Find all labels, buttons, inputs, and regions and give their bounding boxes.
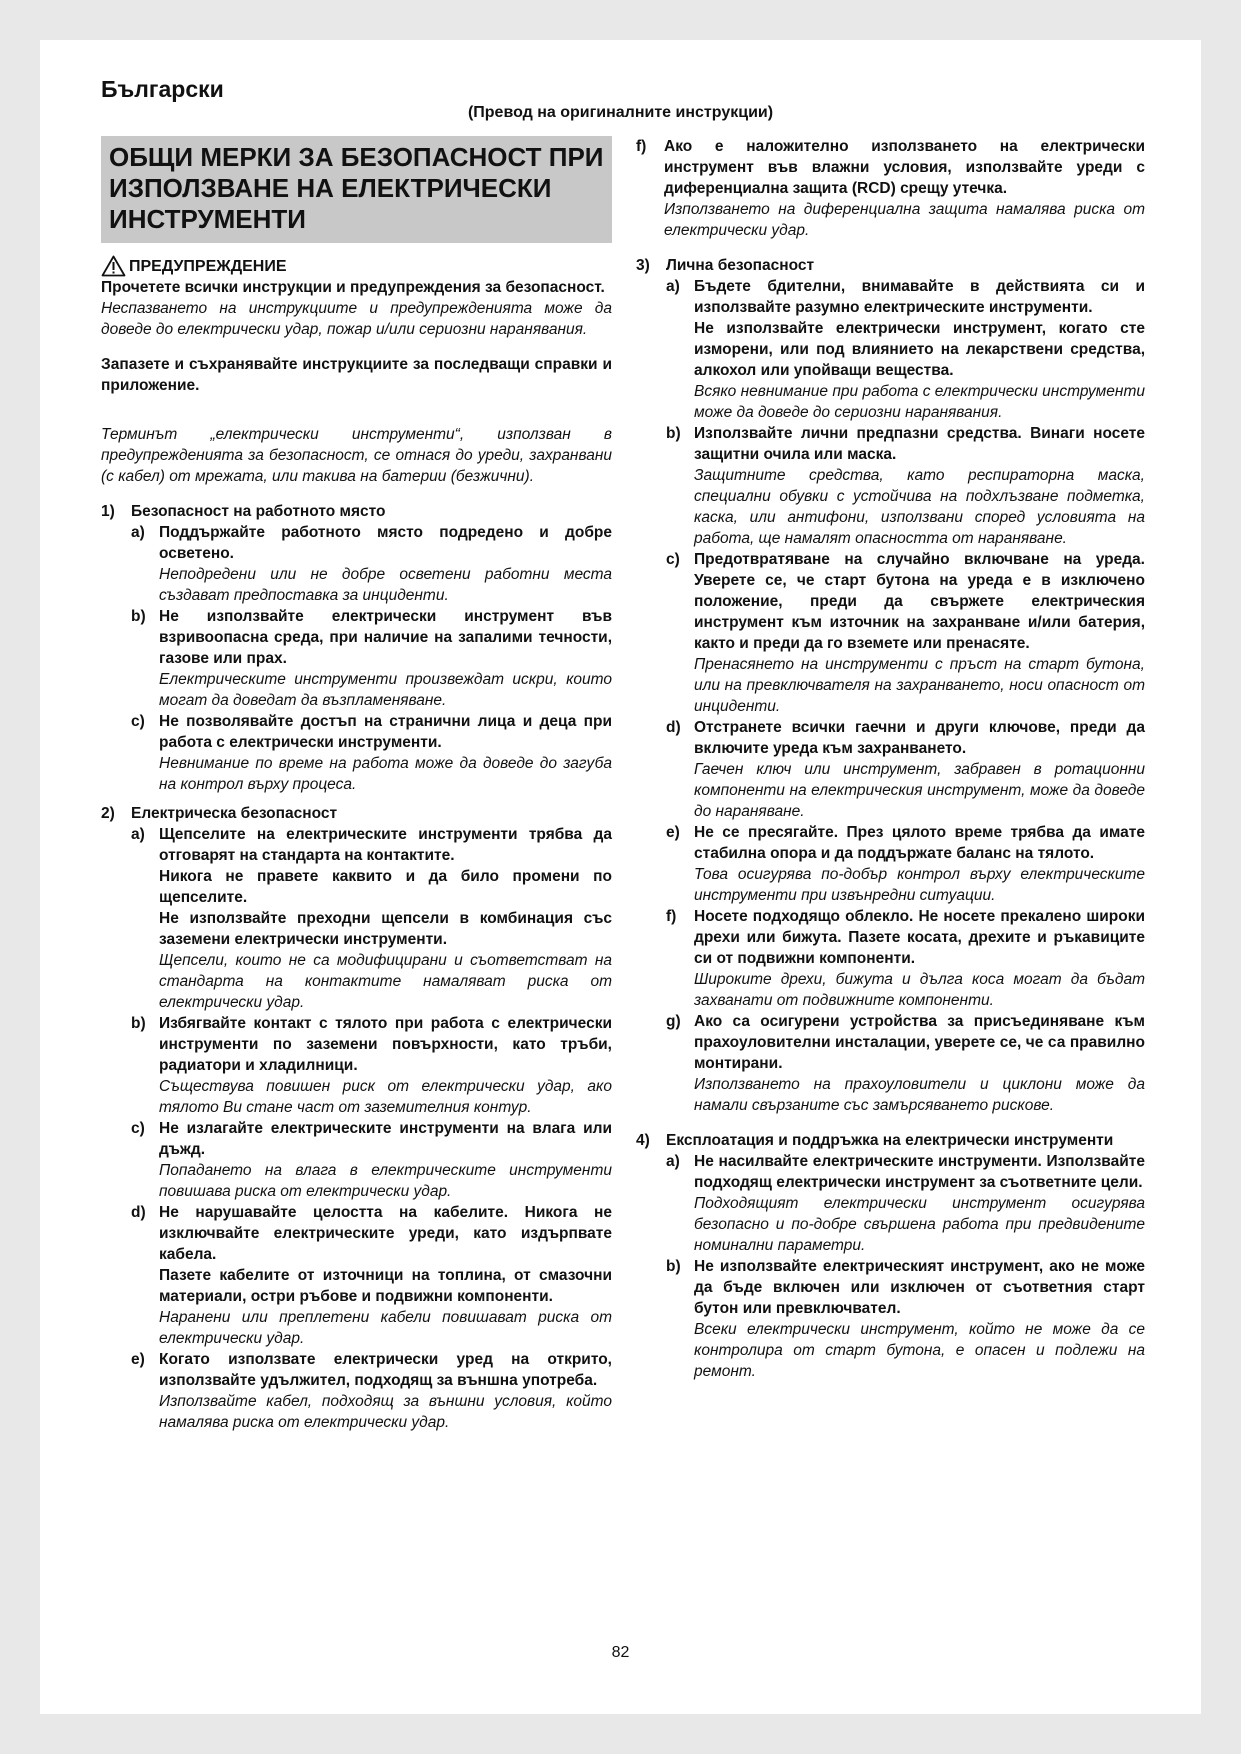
list-item bbox=[131, 606, 612, 711]
list-item bbox=[666, 1011, 1145, 1116]
page-number: 82 bbox=[611, 1644, 630, 1661]
section-number: 4) bbox=[636, 1132, 650, 1149]
item-italic-text: Използването на диференциална защита намалява риска от електрически удар. bbox=[664, 201, 1145, 239]
item-italic-text: Всеки електрически инструмент, който не може да се контролира от старт бутона, е опасен и подлежи на ремонт. bbox=[694, 1321, 1145, 1380]
item-bold-text: Ако е наложително използването на електрически инструмент във влажни условия, използвайте уреди с диференциална защита (RCD) срещу утечка. bbox=[664, 138, 1145, 197]
section-personal-safety bbox=[636, 255, 1145, 1116]
item-bold-text: Избягвайте контакт с тялото при работа с електрически инструменти по заземени повърхности, като тръби, радиатори и хладилници. bbox=[159, 1015, 612, 1074]
item-italic-text: Наранени или преплетени кабели повишават риска от електрически удар. bbox=[159, 1309, 612, 1347]
item-bold-text: Не излагайте електрическите инструменти на влага или дъжд. bbox=[159, 1120, 612, 1158]
list-item bbox=[666, 1151, 1145, 1256]
page-title: ОБЩИ МЕРКИ ЗА БЕЗОПАСНОСТ ПРИ ИЗПОЛЗВАНЕ НА ЕЛЕКТРИЧЕСКИ ИНСТРУМЕНТИ bbox=[101, 136, 612, 243]
item-italic-text: Съществува повишен риск от електрически удар, ако тялото Ви стане част от заземителния контур. bbox=[159, 1078, 612, 1116]
item-italic-text: Това осигурява по-добър контрол върху електрическите инструменти при извънредни ситуации. bbox=[694, 866, 1145, 904]
item-bold-text: Отстранете всички гаечни и други ключове, преди да включите уреда към захранването. bbox=[694, 719, 1145, 757]
item-bold-text: Не насилвайте електрическите инструменти. Използвайте подходящ електрически инструмент за съответните цели. bbox=[694, 1153, 1145, 1191]
item-label: c) bbox=[131, 713, 145, 730]
item-label: f) bbox=[666, 908, 677, 925]
item-bold-text: Бъдете бдителни, внимавайте в действията си и използвайте разумно електрическите инструменти. bbox=[694, 278, 1145, 316]
item-italic-text: Използването на прахоуловители и циклони може да намали свързаните със замърсяването рискове. bbox=[694, 1076, 1145, 1114]
list-item bbox=[666, 423, 1145, 549]
item-label: a) bbox=[666, 1153, 680, 1170]
warning-italic-text: Неспазването на инструкциите и предупрежденията може да доведе до електрически удар, пожар и/или сериозни наранявания. bbox=[101, 300, 612, 338]
right-column bbox=[636, 136, 1145, 1382]
item-italic-text: Широките дрехи, бижута и дълга коса могат да бъдат захванати от подвижните компоненти. bbox=[694, 971, 1145, 1009]
section-number: 1) bbox=[101, 503, 115, 520]
item-bold-text: Не използвайте преходни щепсели в комбинация със заземени електрически инструменти. bbox=[159, 910, 612, 948]
list-item bbox=[131, 711, 612, 795]
warning-triangle-icon bbox=[101, 255, 126, 277]
item-label: d) bbox=[131, 1204, 146, 1221]
section-electrical-safety bbox=[101, 803, 612, 1433]
item-italic-text: Невнимание по време на работа може да доведе до загуба на контрол върху процеса. bbox=[159, 755, 612, 793]
item-italic-text: Неподредени или не добре осветени работни места създават предпоставка за инциденти. bbox=[159, 566, 612, 604]
item-label: f) bbox=[636, 138, 647, 155]
section-number: 2) bbox=[101, 805, 115, 822]
list-item bbox=[131, 824, 612, 1013]
section-title: Лична безопасност bbox=[666, 257, 815, 274]
term-definition-note: Терминът „електрически инструменти“, използван в предупрежденията за безопасност, се отнася до уреди, захранвани (с кабел) от мрежата, или такива на батерии (безжични). bbox=[101, 426, 612, 485]
item-bold-text: Когато използвате електрически уред на открито, използвайте удължител, подходящ за външна употреба. bbox=[159, 1351, 612, 1389]
item-italic-text: Използвайте кабел, подходящ за външни условия, който намалява риска от електрически удар. bbox=[159, 1393, 612, 1431]
item-bold-text: Пазете кабелите от източници на топлина, от смазочни материали, остри ръбове и подвижни компоненти. bbox=[159, 1267, 612, 1305]
item-label: b) bbox=[131, 608, 146, 625]
item-bold-text: Използвайте лични предпазни средства. Винаги носете защитни очила или маска. bbox=[694, 425, 1145, 463]
list-item bbox=[666, 1256, 1145, 1382]
subtitle-text: (Превод на оригиналните инструкции) bbox=[467, 104, 774, 121]
list-item bbox=[666, 717, 1145, 822]
item-bold-text: Не използвайте електрически инструмент, когато сте изморени, или под влиянието на лекарствени средства, алкохол или упойващи вещества. bbox=[694, 320, 1145, 379]
list-item bbox=[131, 1013, 612, 1118]
section-operation-maintenance bbox=[636, 1130, 1145, 1382]
warning-heading bbox=[101, 255, 612, 277]
item-label: a) bbox=[131, 524, 145, 541]
item-label: b) bbox=[131, 1015, 146, 1032]
item-bold-text: Не използвайте електрически инструмент във взривоопасна среда, при наличие на запалими течности, газове или прах. bbox=[159, 608, 612, 667]
section-title: Безопасност на работното място bbox=[131, 503, 386, 520]
item-italic-text: Подходящият електрически инструмент осигурява безопасно и по-добре свършена работа при предвидените номинални параметри. bbox=[694, 1195, 1145, 1254]
item-bold-text: Никога не правете каквито и да било промени по щепселите. bbox=[159, 868, 612, 906]
list-item bbox=[131, 1202, 612, 1349]
item-label: g) bbox=[666, 1013, 681, 1030]
item-bold-text: Предотвратяване на случайно включване на уреда. Уверете се, че старт бутона на уреда е в изключено положение, преди да свържете електрическия инструмент към източник на захранване и/или батерия, както и преди да го вземете или пренасяте. bbox=[694, 551, 1145, 652]
list-item bbox=[636, 136, 1145, 241]
item-label: b) bbox=[666, 425, 681, 442]
item-label: a) bbox=[131, 826, 145, 843]
list-item bbox=[666, 906, 1145, 1011]
save-instructions-note: Запазете и съхранявайте инструкциите за последващи справки и приложение. bbox=[101, 356, 612, 394]
item-bold-text: Не нарушавайте целостта на кабелите. Никога не изключвайте електрическите уреди, като издърпвате кабела. bbox=[159, 1204, 612, 1263]
list-item bbox=[131, 1118, 612, 1202]
translation-subtitle bbox=[0, 104, 1241, 122]
item-italic-text: Защитните средства, като респираторна маска, специални обувки с устойчива на подхлъзване подметка, каска, или антифони, използвани според условията на работа, ще намалят опасността от нараняване. bbox=[694, 467, 1145, 547]
item-bold-text: Щепселите на електрическите инструменти трябва да отговарят на стандарта на контактите. bbox=[159, 826, 612, 864]
item-italic-text: Всяко невнимание при работа с електрически инструменти може да доведе до сериозни наранявания. bbox=[694, 383, 1145, 421]
item-label: c) bbox=[131, 1120, 145, 1137]
item-label: e) bbox=[131, 1351, 145, 1368]
item-label: c) bbox=[666, 551, 680, 568]
warning-label: ПРЕДУПРЕЖДЕНИЕ bbox=[129, 257, 287, 275]
warning-bold-text: Прочетете всички инструкции и предупреждения за безопасност. bbox=[101, 279, 605, 296]
item-italic-text: Електрическите инструменти произвеждат искри, които могат да доведат да възпламеняване. bbox=[159, 671, 612, 709]
list-item bbox=[131, 522, 612, 606]
item-label: d) bbox=[666, 719, 681, 736]
item-bold-text: Ако са осигурени устройства за присъединяване към прахоуловителни инсталации, уверете се, че са правилно монтирани. bbox=[694, 1013, 1145, 1072]
item-bold-text: Поддържайте работното място подредено и добре осветено. bbox=[159, 524, 612, 562]
item-bold-text: Не позволявайте достъп на странични лица и деца при работа с електрически инструменти. bbox=[159, 713, 612, 751]
list-item bbox=[666, 549, 1145, 717]
item-italic-text: Пренасянето на инструменти с пръст на старт бутона, или на превключвателя на захранването, носи опасност от инциденти. bbox=[694, 656, 1145, 715]
item-bold-text: Носете подходящо облекло. Не носете прекалено широки дрехи или бижута. Пазете косата, дрехите и ръкавиците си от подвижни компоненти. bbox=[694, 908, 1145, 967]
list-item bbox=[666, 276, 1145, 423]
item-label: b) bbox=[666, 1258, 681, 1275]
item-italic-text: Гаечен ключ или инструмент, забравен в ротационни компоненти на електрическия инструмент, може да доведе до нараняване. bbox=[694, 761, 1145, 820]
item-bold-text: Не се пресягайте. През цялото време трябва да имате стабилна опора и да поддържате баланс на тялото. bbox=[694, 824, 1145, 862]
list-item bbox=[666, 822, 1145, 906]
item-italic-text: Попадането на влага в електрическите инструменти повишава риска от електрически удар. bbox=[159, 1162, 612, 1200]
section-title: Електрическа безопасност bbox=[131, 805, 338, 822]
left-column bbox=[101, 136, 612, 1433]
item-label: e) bbox=[666, 824, 680, 841]
item-italic-text: Щепсели, които не са модифицирани и съответстват на стандарта на контактите намаляват риска от електрически удар. bbox=[159, 952, 612, 1011]
item-bold-text: Не използвайте електрическият инструмент, ако не може да бъде включен или изключен от съответния старт бутон или превключвател. bbox=[694, 1258, 1145, 1317]
list-item bbox=[131, 1349, 612, 1433]
section-number: 3) bbox=[636, 257, 650, 274]
item-label: a) bbox=[666, 278, 680, 295]
section-title: Експлоатация и поддръжка на електрически инструменти bbox=[666, 1132, 1114, 1149]
language-heading: Български bbox=[101, 76, 224, 102]
section-work-area bbox=[101, 501, 612, 795]
